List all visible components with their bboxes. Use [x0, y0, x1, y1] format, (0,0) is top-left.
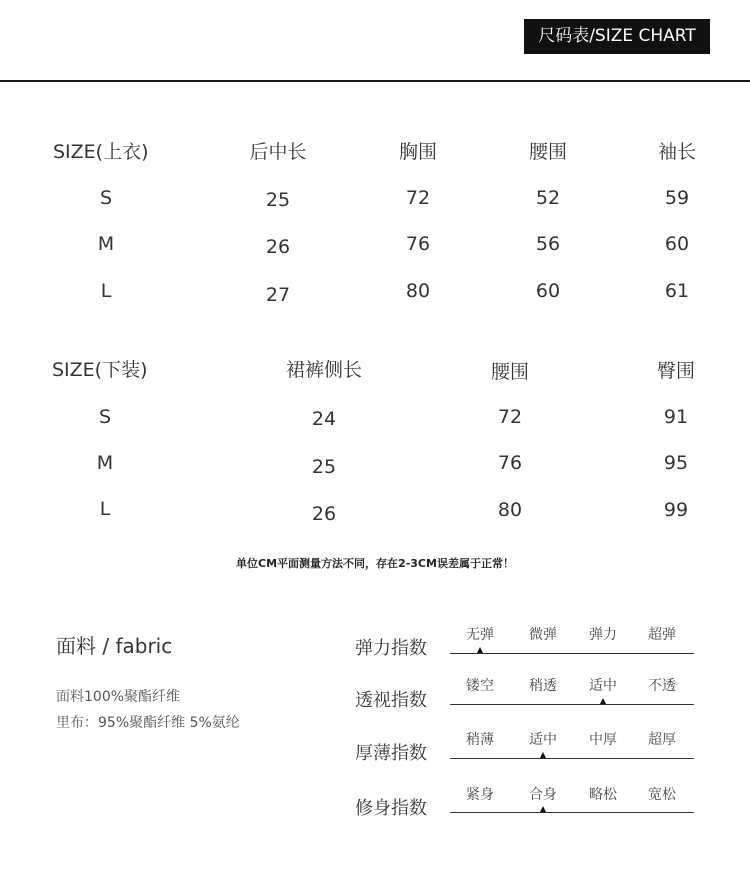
- index-option: 无弹: [466, 627, 494, 643]
- tops-header-sleeve: 袖长: [657, 141, 697, 163]
- tops-cell-bust: 72: [405, 187, 431, 209]
- bottoms-cell-side-length: 26: [311, 503, 337, 525]
- index-option: 宽松: [648, 787, 676, 803]
- tops-cell-size: L: [100, 280, 112, 302]
- index-label: 厚薄指数: [355, 743, 427, 764]
- tops-cell-back-length: 27: [265, 284, 291, 306]
- bottoms-cell-size: S: [98, 406, 112, 428]
- tops-cell-size: S: [99, 187, 113, 209]
- index-option: 稍透: [529, 678, 557, 694]
- index-option: 紧身: [466, 787, 494, 803]
- header-divider: [0, 80, 750, 82]
- index-option: 中厚: [589, 732, 617, 748]
- lining-composition: 里布：95%聚酯纤维 5%氨纶: [56, 715, 240, 731]
- bottoms-cell-size: L: [99, 498, 111, 520]
- index-scale-line: [450, 704, 694, 705]
- tops-cell-sleeve: 60: [664, 233, 690, 255]
- tops-header-bust: 胸围: [398, 141, 438, 163]
- bottoms-cell-size: M: [96, 452, 114, 474]
- index-option: 稍薄: [466, 732, 494, 748]
- index-option: 镂空: [466, 678, 494, 694]
- fabric-composition: 面料100%聚酯纤维: [56, 689, 181, 705]
- bottoms-cell-side-length: 24: [311, 408, 337, 430]
- bottoms-header-waist: 腰围: [490, 361, 530, 383]
- bottoms-header-size: SIZE(下装): [52, 359, 148, 381]
- tops-cell-sleeve: 59: [664, 187, 690, 209]
- tops-cell-bust: 80: [405, 280, 431, 302]
- size-chart-title: 尺码表/SIZE CHART: [524, 19, 710, 54]
- tops-header-waist: 腰围: [528, 141, 568, 163]
- bottoms-cell-side-length: 25: [311, 456, 337, 478]
- fabric-title: 面料 / fabric: [56, 634, 173, 658]
- tops-cell-waist: 52: [535, 187, 561, 209]
- index-scale-line: [450, 758, 694, 759]
- index-label: 修身指数: [355, 798, 427, 819]
- tops-cell-back-length: 26: [265, 236, 291, 258]
- index-option: 略松: [589, 787, 617, 803]
- index-option: 合身: [529, 787, 557, 803]
- index-label: 透视指数: [355, 690, 427, 711]
- index-option: 适中: [529, 732, 557, 748]
- tops-cell-bust: 76: [405, 233, 431, 255]
- tops-cell-waist: 60: [535, 280, 561, 302]
- index-scale-line: [450, 812, 694, 813]
- tops-cell-waist: 56: [535, 233, 561, 255]
- index-option: 超厚: [648, 732, 676, 748]
- index-option: 适中: [589, 678, 617, 694]
- bottoms-header-hip: 臀围: [656, 360, 696, 382]
- index-option: 微弹: [529, 627, 557, 643]
- index-option: 超弹: [648, 627, 676, 643]
- index-label: 弹力指数: [355, 638, 427, 659]
- bottoms-cell-hip: 99: [663, 499, 689, 521]
- tops-cell-size: M: [97, 233, 115, 255]
- bottoms-cell-waist: 76: [497, 452, 523, 474]
- bottoms-cell-hip: 91: [663, 406, 689, 428]
- measurement-note: 单位CM平面测量方法不同，存在2-3CM误差属于正常！: [236, 557, 514, 570]
- bottoms-cell-hip: 95: [663, 452, 689, 474]
- tops-cell-sleeve: 61: [664, 280, 690, 302]
- tops-header-back-length: 后中长: [249, 141, 307, 163]
- tops-cell-back-length: 25: [265, 189, 291, 211]
- bottoms-header-side-length: 裙裤侧长: [285, 359, 363, 381]
- bottoms-cell-waist: 72: [497, 406, 523, 428]
- index-scale-line: [450, 653, 694, 654]
- index-option: 不透: [648, 678, 676, 694]
- bottoms-cell-waist: 80: [497, 499, 523, 521]
- tops-header-size: SIZE(上衣): [53, 141, 149, 163]
- index-option: 弹力: [589, 627, 617, 643]
